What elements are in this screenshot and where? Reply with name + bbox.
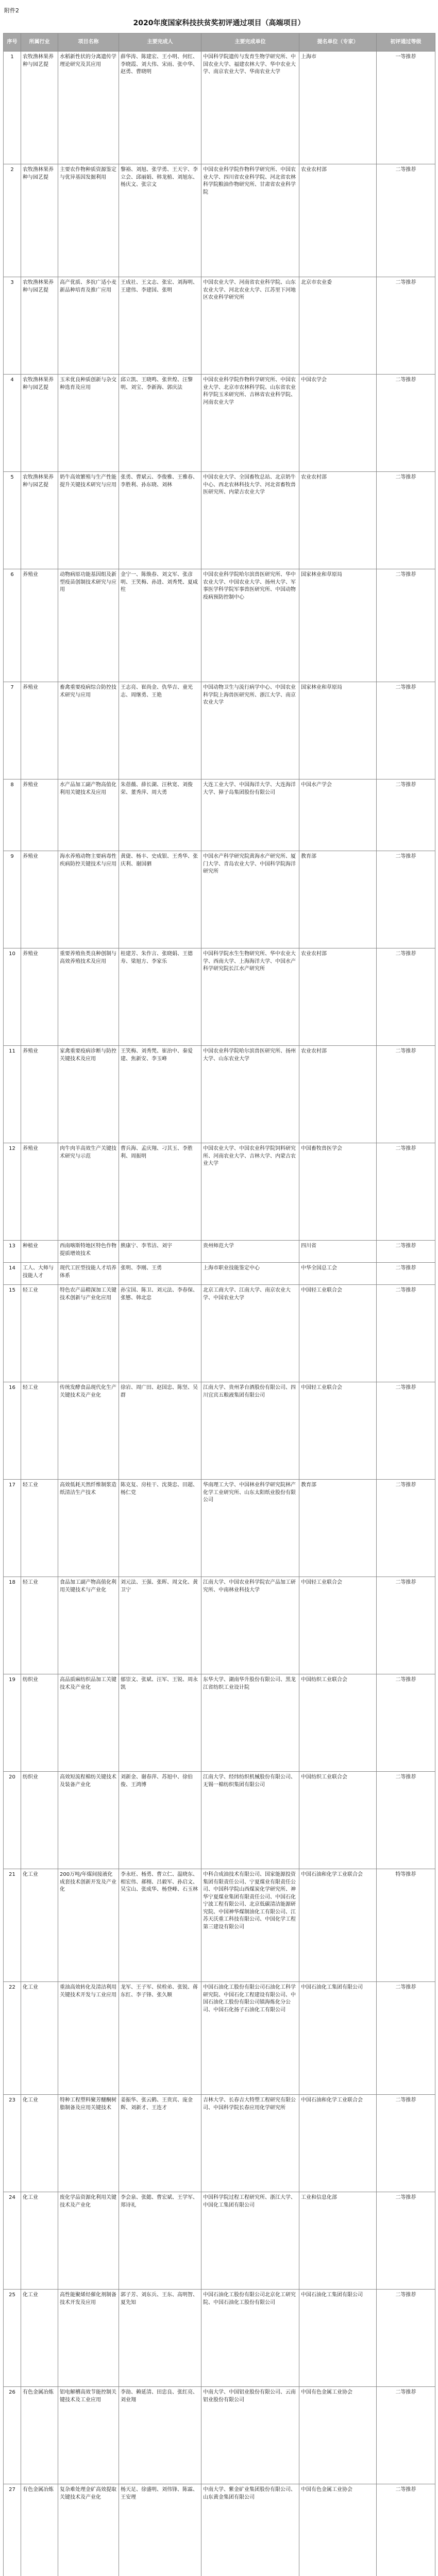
table-row bbox=[4, 472, 435, 569]
cell-nominator: 中国有色金属工业协会 bbox=[299, 2387, 377, 2484]
cell-industry: 养殖业 bbox=[21, 851, 58, 948]
cell-grade: 二等推荐 bbox=[377, 1263, 435, 1285]
cell-no: 1 bbox=[4, 52, 21, 164]
cell-project: 高品质麻纺织品加工关键技术及产业化 bbox=[58, 1674, 119, 1772]
cell-grade: 特等推荐 bbox=[377, 1869, 435, 1982]
cell-units: 中国科学院遗传与发育生物学研究所、中国农业大学、福建农林大学、华中农业大学、南京农业大学、华南农业大学 bbox=[201, 52, 299, 164]
cell-industry: 养殖业 bbox=[21, 779, 58, 851]
cell-people: 黎裕、刘旭、张学勇、王天宇、李立会、邱丽娟、韩龙植、刘旭东、杨庆文、张宗文 bbox=[119, 164, 201, 277]
cell-project: 水产品加工副产物高值化利用关键技术及应用 bbox=[58, 779, 119, 851]
cell-units: 贵州师范大学 bbox=[201, 1241, 299, 1263]
cell-people: 刘新金、谢春萍、苏旭中、徐伯俊、王鸿博 bbox=[119, 1772, 201, 1869]
cell-people: 李永旺、杨勇、曹立仁、温晓东、相宏伟、郝栩、吕毅军、孙启文、吴宝山、张成华、杨登峰、石玉林 bbox=[119, 1869, 201, 1982]
cell-project: 重要养殖鱼类良种创制与高效养殖技术及应用 bbox=[58, 948, 119, 1046]
cell-project: 特色农产品精深加工关键技术创新与产业化应用 bbox=[58, 1285, 119, 1382]
cell-nominator: 农业农村部 bbox=[299, 1046, 377, 1143]
cell-grade: 二等推荐 bbox=[377, 1285, 435, 1382]
cell-industry: 农牧渔林果养种与园艺提 bbox=[21, 277, 58, 375]
cell-no: 18 bbox=[4, 1577, 21, 1674]
cell-industry: 农牧渔林果养种与园艺提 bbox=[21, 375, 58, 472]
cell-project: 主要农作物种质资源鉴定与优异基因发掘利用 bbox=[58, 164, 119, 277]
cell-project: 铝电解槽高效节能控制关键技术及工业应用 bbox=[58, 2387, 119, 2484]
cell-no: 7 bbox=[4, 682, 21, 779]
cell-nominator: 中国纺织工业联合会 bbox=[299, 1772, 377, 1869]
table-row bbox=[4, 1382, 435, 1480]
cell-industry: 化工业 bbox=[21, 1982, 58, 2095]
cell-project: 家禽重要疫病诊断与防控关键技术及应用 bbox=[58, 1046, 119, 1143]
projects-table bbox=[3, 33, 435, 2576]
cell-nominator: 国家林业和草原局 bbox=[299, 569, 377, 682]
cell-nominator: 农业农村部 bbox=[299, 472, 377, 569]
cell-people: 朱蓓薇、薛长湖、汪秋宽、刘俊荣、董秀萍、周大勇 bbox=[119, 779, 201, 851]
table-row bbox=[4, 2095, 435, 2192]
table-row bbox=[4, 2290, 435, 2387]
cell-industry: 纺织业 bbox=[21, 1674, 58, 1772]
table-row bbox=[4, 1577, 435, 1674]
cell-units: 中南大学、紫金矿业集团股份有限公司、山东黄金集团有限公司 bbox=[201, 2484, 299, 2576]
table-row bbox=[4, 164, 435, 277]
cell-units: 华南理工大学、中国林业科学研究院林产化学工业研究所、山东太阳纸业股份有限公司 bbox=[201, 1480, 299, 1577]
cell-project: 动物病原功能基因组及新型疫苗创制技术研究与应用 bbox=[58, 569, 119, 682]
cell-project: 高性能聚烯烃催化剂制备技术开发及应用 bbox=[58, 2290, 119, 2387]
table-row bbox=[4, 682, 435, 779]
cell-nominator: 中国纺织工业联合会 bbox=[299, 1674, 377, 1772]
cell-industry: 养殖业 bbox=[21, 569, 58, 682]
cell-nominator: 中国有色金属工业协会 bbox=[299, 2484, 377, 2576]
cell-grade: 二等推荐 bbox=[377, 2290, 435, 2387]
cell-units: 中国农业科学院哈尔滨兽医研究所、扬州大学、山东农业大学 bbox=[201, 1046, 299, 1143]
cell-project: 传统发酵食品现代化生产关键技术及产业化 bbox=[58, 1382, 119, 1480]
cell-units: 中南大学、中国铝业股份有限公司、云南铝业股份有限公司 bbox=[201, 2387, 299, 2484]
cell-no: 23 bbox=[4, 2095, 21, 2192]
cell-people: 薛华涛、陈建宏、王小明、何红、李晓霞、刘大伟、宋雨、张中华、赵勇、曹晓明 bbox=[119, 52, 201, 164]
cell-units: 江南大学、贵州茅台酒股份有限公司、四川宜宾五粮液集团有限公司 bbox=[201, 1382, 299, 1480]
table-row bbox=[4, 2387, 435, 2484]
cell-no: 6 bbox=[4, 569, 21, 682]
cell-nominator: 工业和信息化部 bbox=[299, 2192, 377, 2290]
cell-project: 高产优质、多抗广适小麦新品种培育及推广应用 bbox=[58, 277, 119, 375]
cell-project: 200万吨/年煤间接液化成套技术创新开发及产业化 bbox=[58, 1869, 119, 1982]
attachment-label: 附件2 bbox=[4, 7, 19, 14]
cell-grade: 二等推荐 bbox=[377, 2192, 435, 2290]
cell-industry: 养殖业 bbox=[21, 1046, 58, 1143]
cell-no: 22 bbox=[4, 1982, 21, 2095]
cell-industry: 农牧渔林果养种与园艺提 bbox=[21, 52, 58, 164]
cell-no: 26 bbox=[4, 2387, 21, 2484]
cell-grade: 二等推荐 bbox=[377, 2484, 435, 2576]
cell-grade: 二等推荐 bbox=[377, 472, 435, 569]
cell-nominator: 国家林业和草原局 bbox=[299, 682, 377, 779]
cell-industry: 养殖业 bbox=[21, 682, 58, 779]
table-row bbox=[4, 851, 435, 948]
cell-industry: 工人、大师与技能人才 bbox=[21, 1263, 58, 1285]
cell-people: 刘元法、王强、张晖、周文化、黄卫宁 bbox=[119, 1577, 201, 1674]
table-row bbox=[4, 1241, 435, 1263]
cell-nominator: 中国水产学会 bbox=[299, 779, 377, 851]
cell-industry: 轻工业 bbox=[21, 1480, 58, 1577]
table-row bbox=[4, 1982, 435, 2095]
cell-people: 李劼、赖延清、田忠良、张红亮、刘业翔 bbox=[119, 2387, 201, 2484]
cell-units: 吉林大学、长春吉大特塑工程研究有限公司、中国科学院长春应用化学研究所 bbox=[201, 2095, 299, 2192]
cell-units: 中国农业科学院哈尔滨兽医研究所、华中农业大学、中国农业大学、扬州大学、军事医学科学院军事兽医研究所、中国动物疫病预防控制中心 bbox=[201, 569, 299, 682]
cell-people: 王成社、王文志、张宏、刘海明、王建伟、李建国、张明 bbox=[119, 277, 201, 375]
cell-units: 中科合成油技术有限公司、国家能源投资集团有限责任公司、宁夏煤业有限责任公司、中国科学院山西煤炭化学研究所、神华宁夏煤业集团有限责任公司、中国石化宁波工程有限公司、北京低碳清洁能源研究院、中国神华煤制油化工有限公司、江苏天沃重工科技有限公司、中国化学工程第三建设有限公司 bbox=[201, 1869, 299, 1982]
cell-grade: 二等推荐 bbox=[377, 1674, 435, 1772]
cell-no: 9 bbox=[4, 851, 21, 948]
table-row bbox=[4, 1143, 435, 1241]
cell-units: 北京工商大学、江南大学、南京农业大学、中国农业大学 bbox=[201, 1285, 299, 1382]
cell-grade: 二等推荐 bbox=[377, 569, 435, 682]
cell-project: 海水养殖动物主要病毒性疾病防控关键技术与应用 bbox=[58, 851, 119, 948]
cell-units: 中国农业大学、全国畜牧总站、北京奶牛中心、西北农林科技大学、河北省畜牧兽医研究所、内蒙古农业大学 bbox=[201, 472, 299, 569]
cell-grade: 二等推荐 bbox=[377, 1143, 435, 1241]
cell-grade: 二等推荐 bbox=[377, 1772, 435, 1869]
cell-nominator: 中华全国总工会 bbox=[299, 1263, 377, 1285]
cell-people: 金宁一、陈焕春、刘文军、张彦明、王笑梅、孙进、刘秀梵、夏咸柱 bbox=[119, 569, 201, 682]
cell-project: 特种工程塑料聚芳醚酮树脂制备及应用关键技术 bbox=[58, 2095, 119, 2192]
cell-units: 中国农业大学、河南省农业科学院、山东农业大学、河北农业大学、江苏里下河地区农业科学研究所 bbox=[201, 277, 299, 375]
cell-units: 大连工业大学、中国海洋大学、大连海洋大学、獐子岛集团股份有限公司 bbox=[201, 779, 299, 851]
cell-industry: 种植业 bbox=[21, 1241, 58, 1263]
header-units: 主要完成单位 bbox=[201, 33, 299, 52]
cell-no: 14 bbox=[4, 1263, 21, 1285]
cell-people: 曹兵海、孟庆翔、刁其玉、李胜利、周振明 bbox=[119, 1143, 201, 1241]
cell-people: 张明、李刚、王勇 bbox=[119, 1263, 201, 1285]
cell-people: 黄倢、杨丰、史成银、王秀华、张庆利、谢国驷 bbox=[119, 851, 201, 948]
cell-project: 奶牛高效繁殖与生产性能提升关键技术研究与应用 bbox=[58, 472, 119, 569]
cell-people: 张勇、曹斌云、李俊雅、王雅春、李胜利、孙东晓、刘林 bbox=[119, 472, 201, 569]
cell-project: 复杂难处理金矿高效提取关键技术及产业化 bbox=[58, 2484, 119, 2576]
cell-no: 4 bbox=[4, 375, 21, 472]
cell-project: 废化学品资源化利用关键技术及产业化 bbox=[58, 2192, 119, 2290]
cell-project: 高效短流程棉纺关键技术及装备产业化 bbox=[58, 1772, 119, 1869]
table-row bbox=[4, 1480, 435, 1577]
cell-no: 16 bbox=[4, 1382, 21, 1480]
table-header-row bbox=[4, 33, 435, 52]
cell-units: 中国科学院水生生物研究所、华中农业大学、西南大学、上海海洋大学、中国水产科学研究院长江水产研究所 bbox=[201, 948, 299, 1046]
cell-nominator: 中国石油化工集团有限公司 bbox=[299, 1982, 377, 2095]
cell-industry: 纺织业 bbox=[21, 1772, 58, 1869]
cell-no: 21 bbox=[4, 1869, 21, 1982]
document-title: 2020年度国家科技扶贫奖初评通过项目（高端项目） bbox=[133, 19, 305, 27]
cell-grade: 二等推荐 bbox=[377, 1046, 435, 1143]
cell-people: 郭子芳、刘东兵、王东、高明智、夏先知 bbox=[119, 2290, 201, 2387]
cell-units: 上海市职业技能鉴定中心 bbox=[201, 1263, 299, 1285]
cell-no: 20 bbox=[4, 1772, 21, 1869]
cell-nominator: 中国畜牧兽医学会 bbox=[299, 1143, 377, 1241]
table-row bbox=[4, 277, 435, 375]
table-row bbox=[4, 1674, 435, 1772]
cell-project: 现代工匠型技能人才培养体系 bbox=[58, 1263, 119, 1285]
cell-no: 11 bbox=[4, 1046, 21, 1143]
cell-nominator: 四川省 bbox=[299, 1241, 377, 1263]
cell-nominator: 农业农村部 bbox=[299, 164, 377, 277]
cell-nominator: 中国轻工业联合会 bbox=[299, 1577, 377, 1674]
cell-industry: 有色金属冶炼 bbox=[21, 2484, 58, 2576]
table-row bbox=[4, 375, 435, 472]
cell-no: 13 bbox=[4, 1241, 21, 1263]
cell-nominator: 教育部 bbox=[299, 1480, 377, 1577]
cell-project: 西南喀斯特地区特色作物提质增效技术 bbox=[58, 1241, 119, 1263]
cell-grade: 二等推荐 bbox=[377, 682, 435, 779]
cell-people: 陈克复、房桂干、沈葵忠、田超、杨仁党 bbox=[119, 1480, 201, 1577]
cell-industry: 养殖业 bbox=[21, 948, 58, 1046]
table-row bbox=[4, 1772, 435, 1869]
cell-people: 姜振华、张云鹤、王贵宾、庞金辉、刘新才、王连才 bbox=[119, 2095, 201, 2192]
cell-people: 桂建芳、朱作言、张晓娟、王德寿、梁旭方、李家乐 bbox=[119, 948, 201, 1046]
cell-project: 重油高效转化及清洁利用关键技术开发与工业应用 bbox=[58, 1982, 119, 2095]
cell-nominator: 中国轻工业联合会 bbox=[299, 1285, 377, 1382]
cell-no: 24 bbox=[4, 2192, 21, 2290]
cell-grade: 二等推荐 bbox=[377, 851, 435, 948]
cell-industry: 轻工业 bbox=[21, 1285, 58, 1382]
cell-units: 中国石油化工股份有限公司北京化工研究院、中国石油化工股份有限公司 bbox=[201, 2290, 299, 2387]
cell-units: 中国农业科学院作物科学研究所、中国农业大学、北京市农林科学院、山东省农业科学院玉米研究所、吉林省农业科学院、河南农业大学 bbox=[201, 375, 299, 472]
cell-people: 王志亮、崔尚金、仇华吉、童光志、周继勇、王艳 bbox=[119, 682, 201, 779]
cell-no: 12 bbox=[4, 1143, 21, 1241]
cell-people: 龙军、王子军、侯栓弟、张锐、蒋东红、李子锋、张久顺 bbox=[119, 1982, 201, 2095]
cell-no: 17 bbox=[4, 1480, 21, 1577]
cell-units: 中国动物卫生与流行病学中心、中国农业科学院上海兽医研究所、浙江大学、南京农业大学 bbox=[201, 682, 299, 779]
table-row bbox=[4, 2484, 435, 2576]
cell-units: 东华大学、湖南华升股份有限公司、黑龙江省纺织工业设计院 bbox=[201, 1674, 299, 1772]
table-row bbox=[4, 1285, 435, 1382]
cell-no: 25 bbox=[4, 2290, 21, 2387]
cell-people: 郁崇文、张斌、汪军、王锐、周永凯 bbox=[119, 1674, 201, 1772]
cell-units: 中国科学院过程工程研究所、浙江大学、中国化工集团有限公司 bbox=[201, 2192, 299, 2290]
cell-grade: 二等推荐 bbox=[377, 2095, 435, 2192]
table-row bbox=[4, 1046, 435, 1143]
cell-no: 19 bbox=[4, 1674, 21, 1772]
table-row bbox=[4, 52, 435, 164]
cell-nominator: 上海市 bbox=[299, 52, 377, 164]
cell-no: 27 bbox=[4, 2484, 21, 2576]
cell-grade: 二等推荐 bbox=[377, 779, 435, 851]
cell-nominator: 农业农村部 bbox=[299, 948, 377, 1046]
cell-nominator: 中国石油和化学工业联合会 bbox=[299, 2095, 377, 2192]
cell-nominator: 中国农学会 bbox=[299, 375, 377, 472]
cell-project: 食品加工副产物高值化利用关键技术与产业化 bbox=[58, 1577, 119, 1674]
cell-grade: 二等推荐 bbox=[377, 277, 435, 375]
header-people: 主要完成人 bbox=[119, 33, 201, 52]
cell-grade: 二等推荐 bbox=[377, 2387, 435, 2484]
cell-units: 中国农业大学、中国农业科学院饲料研究所、河南农业大学、吉林大学、内蒙古农业大学 bbox=[201, 1143, 299, 1241]
cell-no: 10 bbox=[4, 948, 21, 1046]
cell-grade: 二等推荐 bbox=[377, 1382, 435, 1480]
cell-no: 5 bbox=[4, 472, 21, 569]
cell-industry: 化工业 bbox=[21, 2290, 58, 2387]
table-row bbox=[4, 2192, 435, 2290]
cell-industry: 化工业 bbox=[21, 2095, 58, 2192]
header-no: 序号 bbox=[4, 33, 21, 52]
cell-people: 孙宝国、陈卫、刘元法、李春保、张慜、韩北忠 bbox=[119, 1285, 201, 1382]
cell-units: 中国水产科学研究院黄海水产研究所、厦门大学、青岛农业大学、中国科学院海洋研究所 bbox=[201, 851, 299, 948]
cell-nominator: 教育部 bbox=[299, 851, 377, 948]
cell-no: 8 bbox=[4, 779, 21, 851]
table-row bbox=[4, 779, 435, 851]
cell-grade: 一等推荐 bbox=[377, 52, 435, 164]
cell-people: 熊康宁、李苇洁、刘宇 bbox=[119, 1241, 201, 1263]
table-row bbox=[4, 569, 435, 682]
cell-people: 邱立凯、王晓鸣、张世煌、汪黎明、刘宝、李新海、郭庆法 bbox=[119, 375, 201, 472]
cell-grade: 二等推荐 bbox=[377, 375, 435, 472]
cell-industry: 农牧渔林果养种与园艺提 bbox=[21, 472, 58, 569]
cell-industry: 有色金属冶炼 bbox=[21, 2387, 58, 2484]
cell-units: 中国石油化工股份有限公司石油化工科学研究院、中国石化工程建设有限公司、中国石油化工股份有限公司镇海炼化分公司、中国石化扬子石油化工有限公司 bbox=[201, 1982, 299, 2095]
header-grade: 初评通过等级 bbox=[377, 33, 435, 52]
cell-nominator: 北京市农业委 bbox=[299, 277, 377, 375]
cell-grade: 二等推荐 bbox=[377, 1241, 435, 1263]
cell-people: 王笑梅、刘秀梵、崔治中、秦爱建、焦新安、李玉峰 bbox=[119, 1046, 201, 1143]
header-project: 项目名称 bbox=[58, 33, 119, 52]
cell-industry: 养殖业 bbox=[21, 1143, 58, 1241]
cell-people: 徐岩、周广田、赵国忠、陈坚、吴群 bbox=[119, 1382, 201, 1480]
cell-nominator: 中国石油和化学工业联合会 bbox=[299, 1869, 377, 1982]
cell-industry: 轻工业 bbox=[21, 1382, 58, 1480]
table-row bbox=[4, 948, 435, 1046]
cell-no: 3 bbox=[4, 277, 21, 375]
cell-units: 江南大学、中国农业科学院农产品加工研究所、中南林业科技大学 bbox=[201, 1577, 299, 1674]
cell-project: 畜禽重要疫病综合防控技术研究与应用 bbox=[58, 682, 119, 779]
cell-grade: 二等推荐 bbox=[377, 1982, 435, 2095]
table-body bbox=[4, 52, 435, 2576]
cell-nominator: 中国石油化工集团有限公司 bbox=[299, 2290, 377, 2387]
cell-grade: 二等推荐 bbox=[377, 164, 435, 277]
header-industry: 所属行业 bbox=[21, 33, 58, 52]
cell-grade: 二等推荐 bbox=[377, 1480, 435, 1577]
cell-project: 肉牛肉羊高效生产关键技术研究与示范 bbox=[58, 1143, 119, 1241]
cell-nominator: 中国轻工业联合会 bbox=[299, 1382, 377, 1480]
cell-project: 水稻新性状的分离遗传学理论研究及其应用 bbox=[58, 52, 119, 164]
cell-grade: 二等推荐 bbox=[377, 1577, 435, 1674]
table-row bbox=[4, 1869, 435, 1982]
cell-project: 高效低耗天然纤维制浆造纸清洁生产技术 bbox=[58, 1480, 119, 1577]
cell-industry: 轻工业 bbox=[21, 1577, 58, 1674]
cell-project: 玉米优良种质创新与杂交种选育及应用 bbox=[58, 375, 119, 472]
table-row bbox=[4, 1263, 435, 1285]
cell-grade: 二等推荐 bbox=[377, 948, 435, 1046]
cell-no: 15 bbox=[4, 1285, 21, 1382]
cell-units: 中国农业科学院作物科学研究所、中国农业大学、四川省农业科学院、河北省农林科学院粮油作物研究所、甘肃省农业科学院 bbox=[201, 164, 299, 277]
cell-people: 李会泉、张懿、曹宏斌、王学军、郑诗礼 bbox=[119, 2192, 201, 2290]
header-nominator: 提名单位（专家） bbox=[299, 33, 377, 52]
cell-industry: 农牧渔林果养种与园艺提 bbox=[21, 164, 58, 277]
cell-industry: 化工业 bbox=[21, 2192, 58, 2290]
cell-units: 江南大学、经纬纺织机械股份有限公司、无锡一棉纺织集团有限公司 bbox=[201, 1772, 299, 1869]
cell-industry: 化工业 bbox=[21, 1869, 58, 1982]
cell-no: 2 bbox=[4, 164, 21, 277]
cell-people: 杨天足、徐盛明、刘伟锋、陈霖、王安理 bbox=[119, 2484, 201, 2576]
